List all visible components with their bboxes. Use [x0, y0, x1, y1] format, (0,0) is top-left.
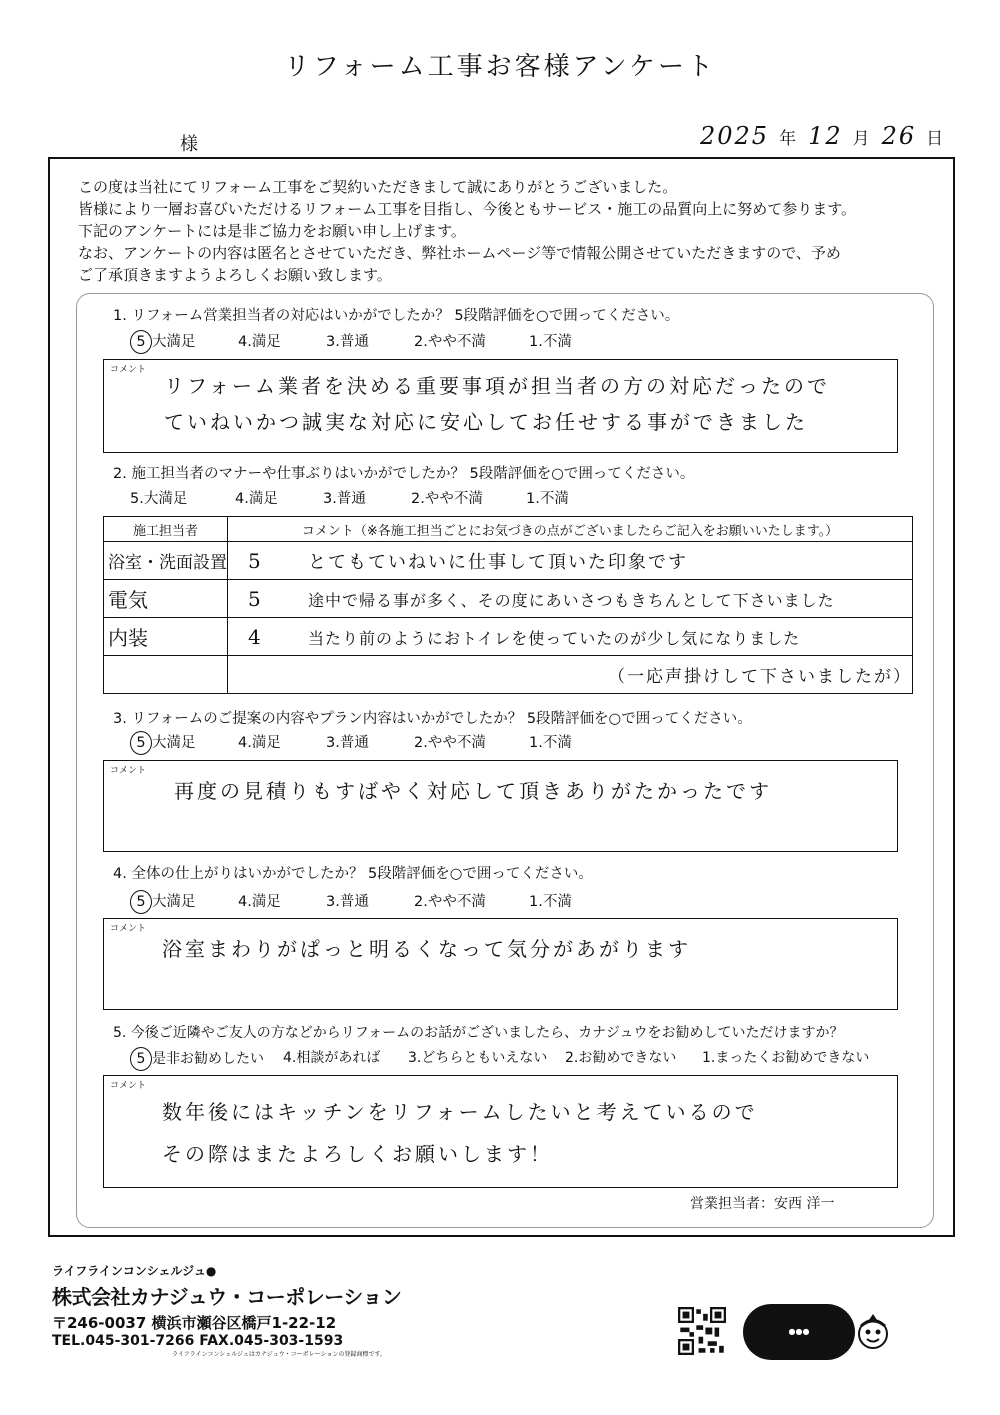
q5-comment-line: 数年後にはキッチンをリフォームしたいと考えているので — [162, 1100, 758, 1124]
comment-label: コメント — [110, 766, 147, 776]
q1-option-2[interactable]: 2.やや不満 — [414, 334, 486, 350]
company-name: 株式会社カナジュウ・コーポレーション — [52, 1285, 402, 1309]
q2-question: 2. 施工担当者のマナーや仕事ぶりはいかがでしたか？ 5段階評価を○で囲ってください。 — [113, 466, 695, 482]
q1-question: 1. リフォーム営業担当者の対応はいかがでしたか？ 5段階評価を○で囲ってください。 — [113, 308, 680, 324]
option-label: 大満足 — [152, 334, 196, 350]
q5-option-5[interactable] — [133, 1047, 283, 1071]
selected-circle: 5 — [130, 890, 152, 914]
staff-name: 内装 — [104, 618, 228, 656]
customer-honorific: 様 — [180, 134, 198, 155]
table-row — [104, 580, 913, 618]
q1-rating-options — [133, 330, 589, 354]
mascot-icon — [855, 1312, 891, 1352]
company-tagline: ライフラインコンシェルジュ● — [52, 1264, 217, 1278]
date-year: 2025 — [700, 122, 770, 150]
intro-line: この度は当社にてリフォーム工事をご契約いただきまして誠にありがとうございました。 — [78, 178, 678, 196]
date-year-unit: 年 — [779, 129, 799, 149]
q1-comment-line: リフォーム業者を決める重要事項が担当者の方の対応だったので — [164, 374, 830, 398]
table-row — [104, 618, 913, 656]
q5-comment-line: その際はまたよろしくお願いします！ — [162, 1142, 553, 1166]
staff-comment-text: 途中で帰る事が多く、その度にあいさつもきちんとして下さいました — [308, 590, 835, 610]
staff-comment-text: （一応声掛けして下さいましたが） — [228, 656, 913, 694]
q5-option-4[interactable]: 4.相談があれば — [283, 1050, 381, 1066]
q5-recommend-options — [133, 1047, 872, 1071]
table-row — [104, 656, 913, 694]
sales-rep: 営業担当者：安西 洋一 — [690, 1196, 835, 1212]
staff-name: 電気 — [104, 580, 228, 618]
q3-option-1[interactable]: 1.不満 — [529, 735, 572, 751]
survey-date — [700, 122, 955, 150]
q1-option-4[interactable]: 4.満足 — [238, 334, 281, 350]
q4-option-5[interactable] — [133, 890, 238, 914]
selected-circle: 5 — [130, 1047, 152, 1071]
q4-question: 4. 全体の仕上がりはいかがでしたか？ 5段階評価を○で囲ってください。 — [113, 866, 593, 882]
date-day: 26 — [881, 122, 917, 150]
intro-line: ご了承頂きますようよろしくお願い致します。 — [78, 266, 392, 284]
q1-comment-line: ていねいかつ誠実な対応に安心してお任せする事ができました — [164, 410, 808, 434]
q1-option-5[interactable] — [133, 330, 238, 354]
q2-option-3[interactable]: 3.普通 — [323, 491, 366, 507]
q1-comment-box — [103, 359, 898, 453]
q3-comment-line: 再度の見積りもすばやく対応して頂きありがたかったです — [174, 779, 772, 803]
staff-table-header — [104, 517, 913, 542]
staff-table — [103, 516, 913, 694]
intro-line: 下記のアンケートには是非ご協力をお願い申し上げます。 — [78, 222, 466, 240]
q4-option-2[interactable]: 2.やや不満 — [414, 894, 486, 910]
staff-score: 5 — [248, 548, 263, 573]
q1-option-3[interactable]: 3.普通 — [326, 334, 369, 350]
q5-option-1[interactable]: 1.まったくお勧めできない — [702, 1050, 870, 1066]
q3-question: 3. リフォームのご提案の内容やプラン内容はいかがでしたか？ 5段階評価を○で囲ってください。 — [113, 711, 752, 727]
q4-comment-box — [103, 918, 898, 1010]
q4-comment-line: 浴室まわりがぱっと明るくなって気分があがります — [162, 937, 691, 961]
q2-option-5[interactable]: 5.大満足 — [130, 491, 188, 507]
staff-score: 5 — [248, 586, 262, 611]
col-comment: コメント（※各施工担当ごとにお気づきの点がございましたらご記入をお願いいたします。） — [228, 517, 913, 542]
staff-comment — [228, 618, 913, 656]
q3-option-3[interactable]: 3.普通 — [326, 735, 369, 751]
q4-option-1[interactable]: 1.不満 — [529, 894, 572, 910]
date-month-unit: 月 — [852, 129, 872, 149]
q4-option-4[interactable]: 4.満足 — [238, 894, 281, 910]
company-info — [52, 1262, 401, 1358]
staff-name — [104, 656, 228, 694]
q4-rating-options — [133, 890, 589, 914]
q3-comment-box — [103, 760, 898, 852]
q5-option-2[interactable]: 2.お勧めできない — [565, 1050, 677, 1066]
q4-option-3[interactable]: 3.普通 — [326, 894, 369, 910]
q3-option-2[interactable]: 2.やや不満 — [414, 735, 486, 751]
option-label: 是非お勧めしたい — [152, 1051, 264, 1067]
q2-option-2[interactable]: 2.やや不満 — [411, 491, 483, 507]
date-day-unit: 日 — [926, 129, 946, 149]
company-phone: TEL.045-301-7266 FAX.045-303-1593 — [52, 1333, 344, 1349]
selected-circle: 5 — [130, 330, 152, 354]
company-note: ライフラインコンシェルジュはカナジュウ・コーポレーションの登録商標です。 — [172, 1351, 386, 1358]
q5-comment-box — [103, 1075, 898, 1188]
q3-option-4[interactable]: 4.満足 — [238, 735, 281, 751]
table-row — [104, 542, 913, 580]
q5-question: 5. 今後ご近隣やご友人の方などからリフォームのお話がございましたら、カナジュウをお勧めしていただけますか？ — [113, 1025, 844, 1041]
intro-line: なお、アンケートの内容は匿名とさせていただき、弊社ホームページ等で情報公開させていただきますので、予め — [78, 244, 841, 262]
qr-code-icon[interactable] — [678, 1307, 726, 1355]
q2-option-4[interactable]: 4.満足 — [235, 491, 278, 507]
q2-rating-options — [130, 487, 586, 508]
comment-label: コメント — [110, 1081, 147, 1091]
speech-bubble-badge: ●●● — [743, 1304, 855, 1360]
comment-label: コメント — [110, 924, 147, 934]
staff-name: 浴室・洗面設置 — [104, 542, 228, 580]
staff-comment-text: 当たり前のようにおトイレを使っていたのが少し気になりました — [308, 628, 801, 648]
date-month: 12 — [808, 122, 843, 150]
staff-comment-text: とてもていねいに仕事して頂いた印象です — [308, 551, 688, 573]
comment-label: コメント — [110, 365, 147, 375]
q2-option-1[interactable]: 1.不満 — [526, 491, 569, 507]
intro-line: 皆様により一層お喜びいただけるリフォーム工事を目指し、今後ともサービス・施工の品質向上に努めて参ります。 — [78, 200, 857, 218]
q3-rating-options — [133, 731, 589, 755]
selected-circle: 5 — [130, 731, 152, 755]
q1-option-1[interactable]: 1.不満 — [529, 334, 572, 350]
option-label: 大満足 — [152, 894, 196, 910]
intro-text — [78, 176, 938, 286]
q5-option-3[interactable]: 3.どちらともいえない — [408, 1050, 548, 1066]
q3-option-5[interactable] — [133, 731, 238, 755]
option-label: 大満足 — [152, 735, 196, 751]
staff-comment — [228, 542, 913, 580]
company-address: 〒246-0037 横浜市瀬谷区橋戸1-22-12 — [52, 1314, 337, 1332]
col-staff: 施工担当者 — [104, 517, 228, 542]
page-title: リフォーム工事お客様アンケート — [283, 52, 717, 82]
staff-comment — [228, 580, 913, 618]
staff-score: 4 — [248, 624, 262, 649]
